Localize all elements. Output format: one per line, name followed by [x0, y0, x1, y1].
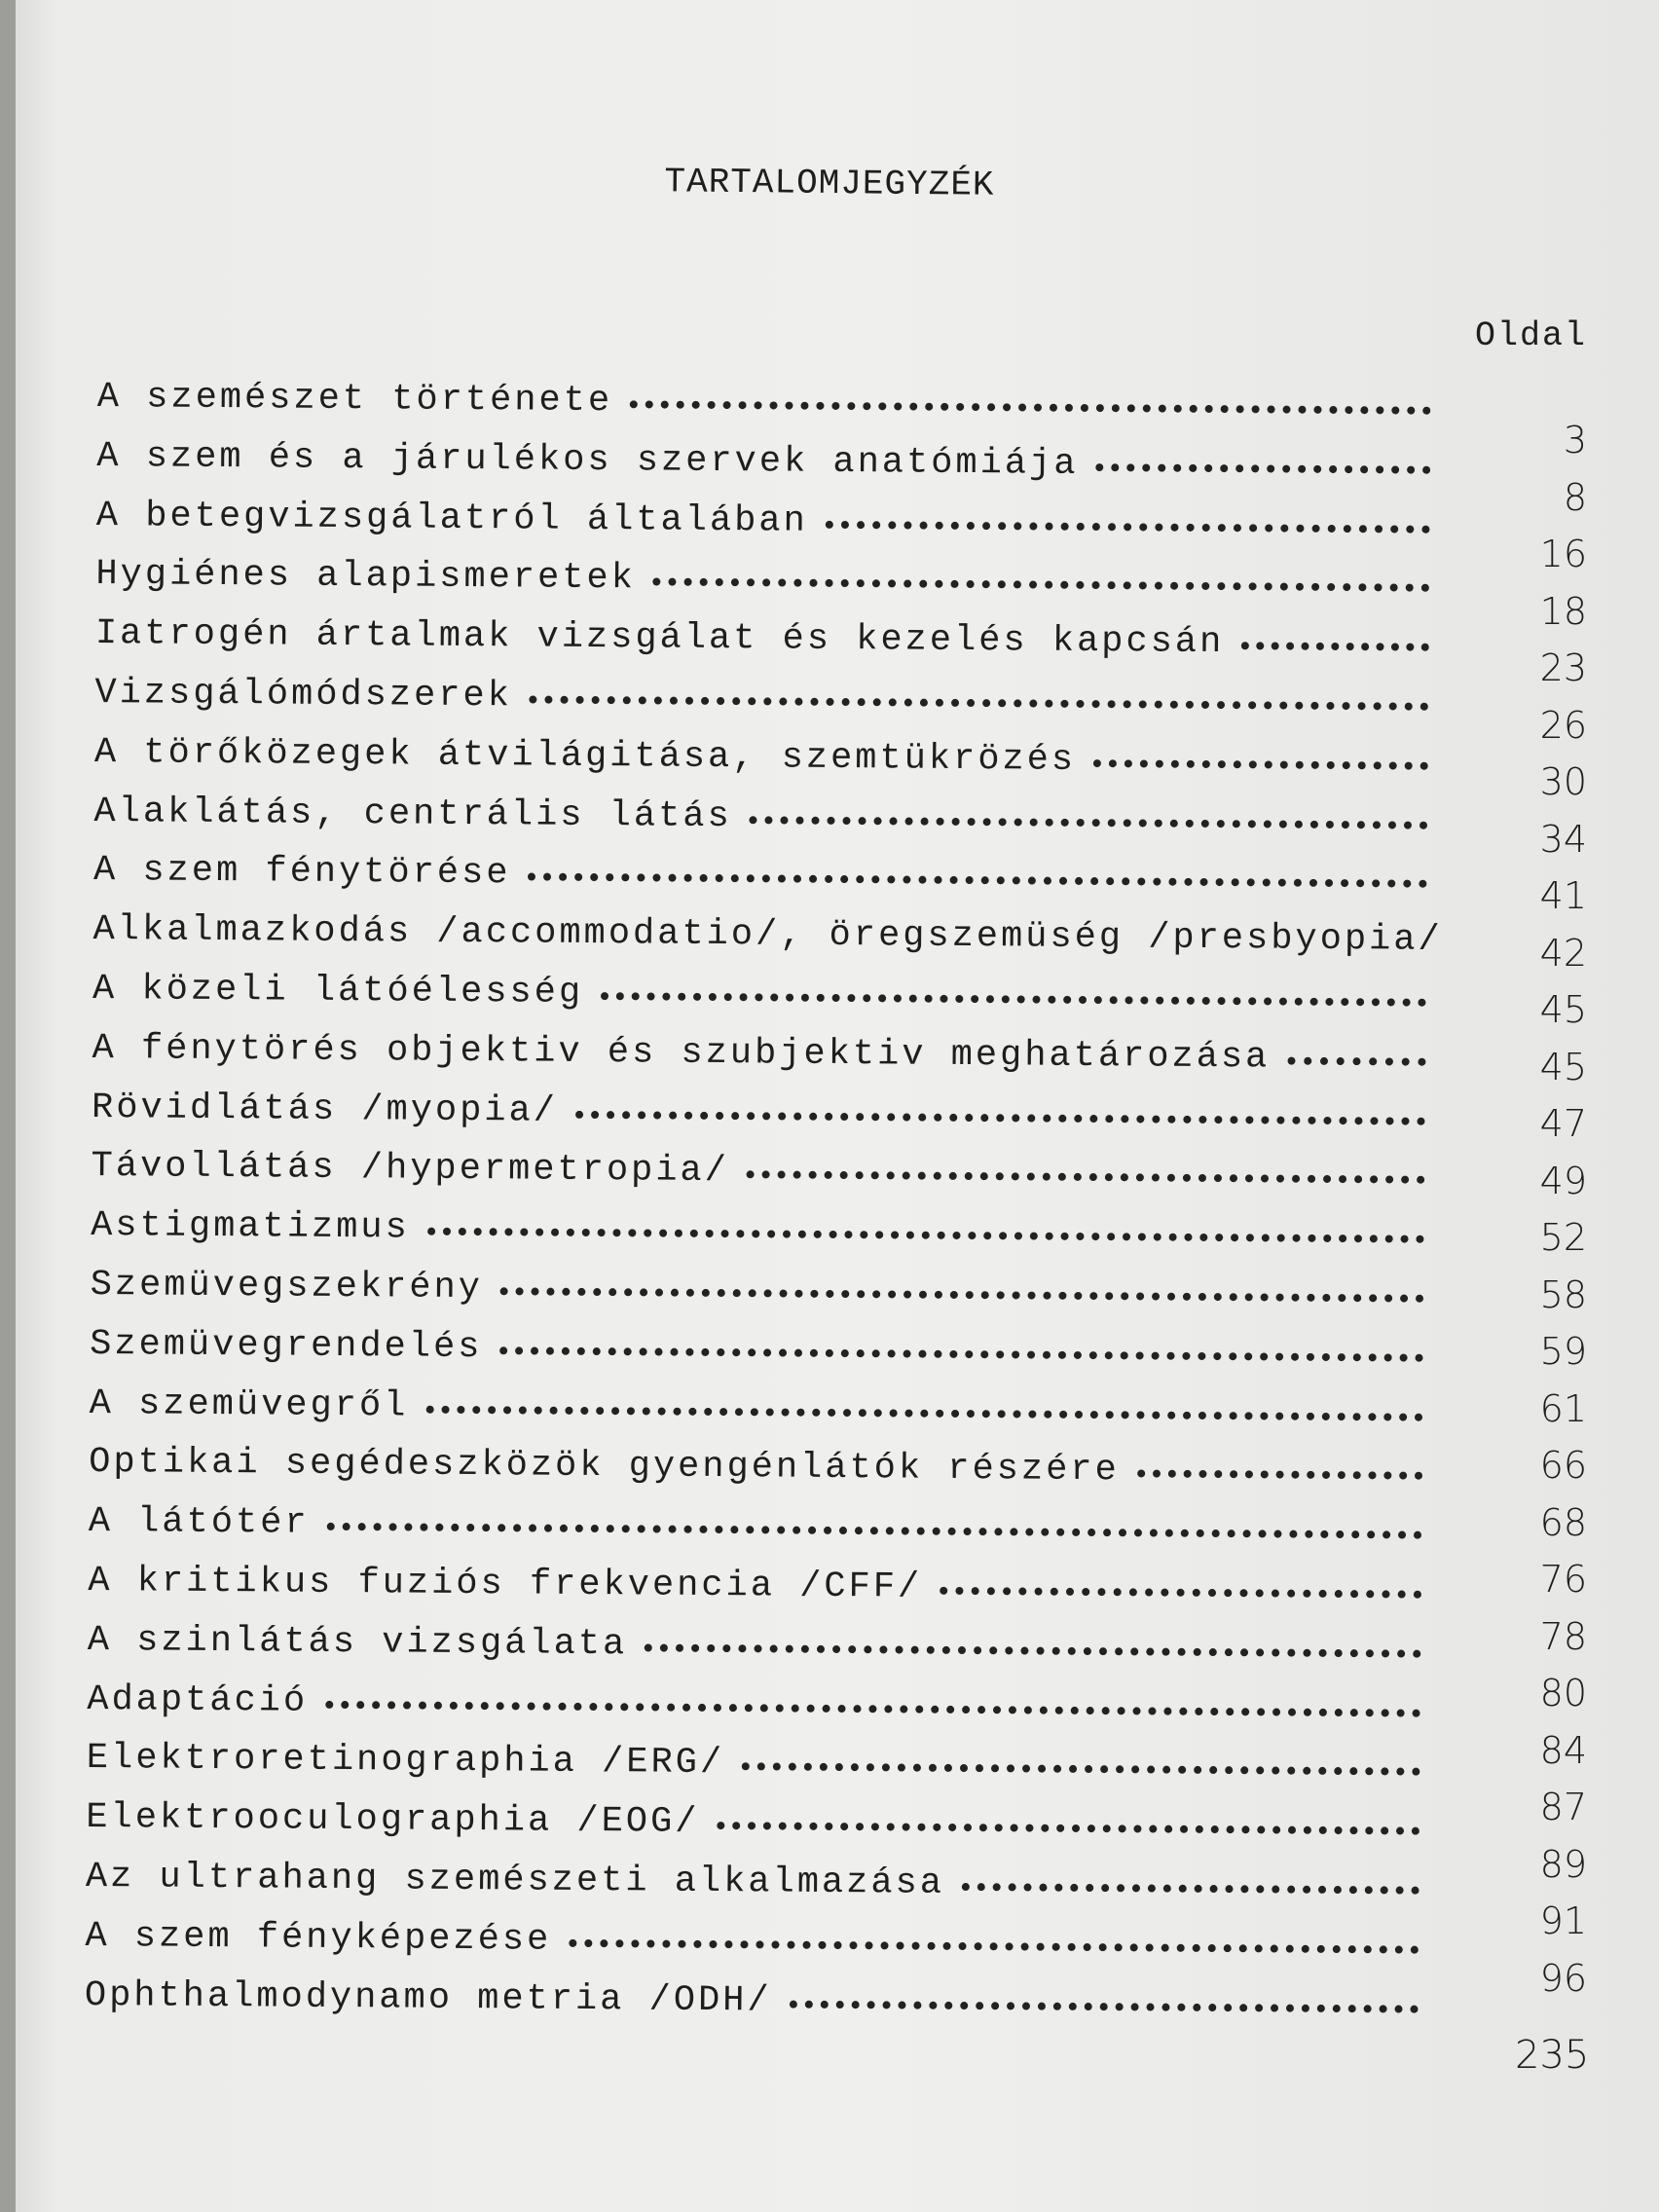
toc-page-number: 80 — [1539, 1672, 1587, 1714]
toc-entry — [86, 1797, 1419, 1867]
toc-entry — [92, 1028, 1425, 1098]
toc-entry — [97, 377, 1431, 447]
dot-leader — [790, 2000, 1419, 2012]
page-number-column — [1460, 419, 1587, 2013]
toc-entry-title: Szemüvegrendelés — [90, 1323, 483, 1368]
toc-entry — [87, 1620, 1420, 1690]
dot-leader — [427, 1228, 1424, 1243]
page-column-header: Oldal — [1475, 316, 1588, 355]
dot-leader — [1287, 1056, 1425, 1065]
toc-page-number: 52 — [1539, 1216, 1587, 1259]
toc-page-number: 45 — [1539, 988, 1587, 1031]
dot-leader — [747, 1171, 1425, 1184]
toc-entry-title: Hygiénes alapismeretek — [95, 554, 637, 600]
toc-entry-title: A szem fénytörése — [92, 850, 511, 895]
toc-entry — [90, 1324, 1423, 1394]
dot-leader — [530, 695, 1429, 710]
toc-entry — [85, 1974, 1419, 2045]
toc-entry-title: A szemüvegről — [89, 1382, 409, 1427]
toc-entry — [88, 1501, 1421, 1571]
dot-leader — [645, 1643, 1421, 1657]
toc-page-number: 96 — [1539, 1956, 1587, 2000]
toc-page-number: 8 — [1563, 475, 1587, 519]
toc-page-number: 91 — [1539, 1899, 1587, 1942]
dot-leader — [940, 1587, 1421, 1599]
dot-leader — [826, 520, 1430, 533]
toc-entry-title: Astigmatizmus — [90, 1205, 410, 1249]
toc-entry-title: Távollátás /hypermetropia/ — [91, 1146, 730, 1193]
toc-entry-title: Rövidlátás /myopia/ — [91, 1087, 559, 1132]
toc-entry-title: Alaklátás, centrális látás — [93, 791, 732, 837]
toc-page-number: 42 — [1539, 931, 1587, 975]
toc-page-number: 58 — [1539, 1272, 1587, 1316]
toc-entry-title: Az ultrahang szemészeti alkalmazása — [85, 1856, 945, 1904]
toc-entry — [89, 1383, 1422, 1454]
dot-leader — [742, 1763, 1420, 1776]
toc-page-number: 23 — [1539, 646, 1587, 689]
toc-entry-title: A szinlátás vizsgálata — [87, 1619, 628, 1666]
toc-entry-title: Vizsgálómódszerek — [94, 672, 513, 718]
dot-leader — [425, 1405, 1422, 1420]
toc-entry — [91, 1205, 1424, 1275]
toc-page-number: 30 — [1539, 760, 1587, 803]
toc-entry — [85, 1916, 1419, 1986]
toc-entry-title: A közeli látóélesség — [92, 968, 584, 1014]
toc-page-number: 45 — [1539, 1045, 1587, 1088]
toc-entry — [94, 732, 1428, 802]
toc-page-number: 47 — [1539, 1102, 1587, 1145]
dot-leader — [327, 1523, 1422, 1539]
toc-page-number: 41 — [1539, 874, 1587, 917]
toc-entry-title: A szem és a járulékos szervek anatómiája — [96, 435, 1079, 485]
toc-entry-title: A szemészet története — [96, 377, 613, 423]
toc-entry-title: A fénytörés objektiv és szubjektiv meghatározása — [92, 1027, 1271, 1079]
dot-leader — [717, 1822, 1419, 1835]
toc-page-number: 3 — [1563, 419, 1587, 461]
toc-entry-title: A betegvizsgálatról általában — [95, 495, 808, 542]
dot-leader — [499, 1346, 1423, 1361]
dot-leader — [1095, 463, 1430, 474]
toc-page-number: 16 — [1539, 533, 1587, 575]
page-edge — [0, 0, 16, 2212]
toc-entry — [92, 1088, 1425, 1158]
toc-entry — [87, 1678, 1420, 1749]
toc-entry-title: Szemüvegszekrény — [90, 1264, 484, 1309]
toc-page-number: 26 — [1539, 703, 1587, 747]
toc-page-number: 61 — [1539, 1386, 1587, 1430]
toc-page-number: 76 — [1539, 1558, 1587, 1601]
dot-leader — [962, 1883, 1419, 1895]
table-of-contents — [84, 377, 1443, 2045]
page-title: TARTALOMJEGYZÉK — [664, 162, 995, 205]
dot-leader — [630, 400, 1431, 414]
toc-entry — [92, 969, 1426, 1039]
dot-leader — [575, 1110, 1425, 1124]
toc-entry — [86, 1857, 1419, 1927]
dot-leader — [528, 873, 1427, 888]
toc-page-number: 68 — [1539, 1500, 1587, 1544]
toc-page-number: 18 — [1539, 589, 1587, 633]
toc-entry-title: Elektrooculographia /EOG/ — [86, 1797, 700, 1844]
toc-entry — [92, 909, 1443, 979]
toc-page-number: 34 — [1539, 817, 1587, 861]
toc-entry — [93, 850, 1427, 920]
toc-entry — [89, 1442, 1422, 1512]
toc-entry-title: Ophthalmodynamo metria /ODH/ — [84, 1974, 772, 2022]
toc-entry — [91, 1146, 1424, 1216]
toc-entry-title: A kritikus fuziós frekvencia /CFF/ — [88, 1560, 923, 1608]
toc-entry — [95, 554, 1429, 624]
dot-leader — [750, 816, 1428, 829]
toc-entry-title: A törőközegek átvilágitása, szemtükrözés — [93, 731, 1077, 781]
toc-entry — [96, 496, 1430, 566]
folio-page-number: 235 — [1515, 2033, 1590, 2078]
toc-page-number: 89 — [1539, 1842, 1587, 1886]
toc-entry — [87, 1738, 1420, 1808]
toc-page-number: 49 — [1539, 1159, 1587, 1202]
toc-entry-title: A látótér — [88, 1501, 310, 1544]
toc-entry — [95, 613, 1429, 683]
toc-entry-title: Elektroretinographia /ERG/ — [86, 1738, 725, 1785]
toc-entry — [94, 673, 1428, 743]
toc-entry-title: Alkalmazkodás /accommodatio/, öregszemüség /presbyopia/ — [92, 909, 1443, 962]
toc-page-number: 78 — [1539, 1614, 1587, 1658]
toc-page-number: 84 — [1539, 1728, 1587, 1772]
toc-entry-title: Adaptáció — [87, 1678, 309, 1722]
dot-leader — [1241, 642, 1429, 651]
toc-entry — [88, 1561, 1421, 1631]
dot-leader — [569, 1939, 1419, 1954]
dot-leader — [500, 1287, 1424, 1302]
dot-leader — [653, 578, 1430, 592]
dot-leader — [325, 1700, 1420, 1716]
dot-leader — [1137, 1470, 1422, 1480]
toc-entry — [96, 436, 1430, 506]
dot-leader — [1093, 759, 1428, 770]
toc-entry — [93, 792, 1427, 862]
toc-page-number: 59 — [1539, 1330, 1587, 1373]
toc-page-number: 66 — [1539, 1444, 1587, 1487]
toc-entry-title: A szem fényképezése — [85, 1915, 552, 1961]
toc-page-number: 87 — [1539, 1786, 1587, 1828]
toc-entry-title: Iatrogén ártalmak vizsgálat és kezelés kapcsán — [94, 613, 1225, 664]
dot-leader — [601, 992, 1426, 1007]
toc-entry — [90, 1265, 1423, 1335]
toc-entry-title: Optikai segédeszközök gyengénlátók részére — [89, 1442, 1120, 1492]
